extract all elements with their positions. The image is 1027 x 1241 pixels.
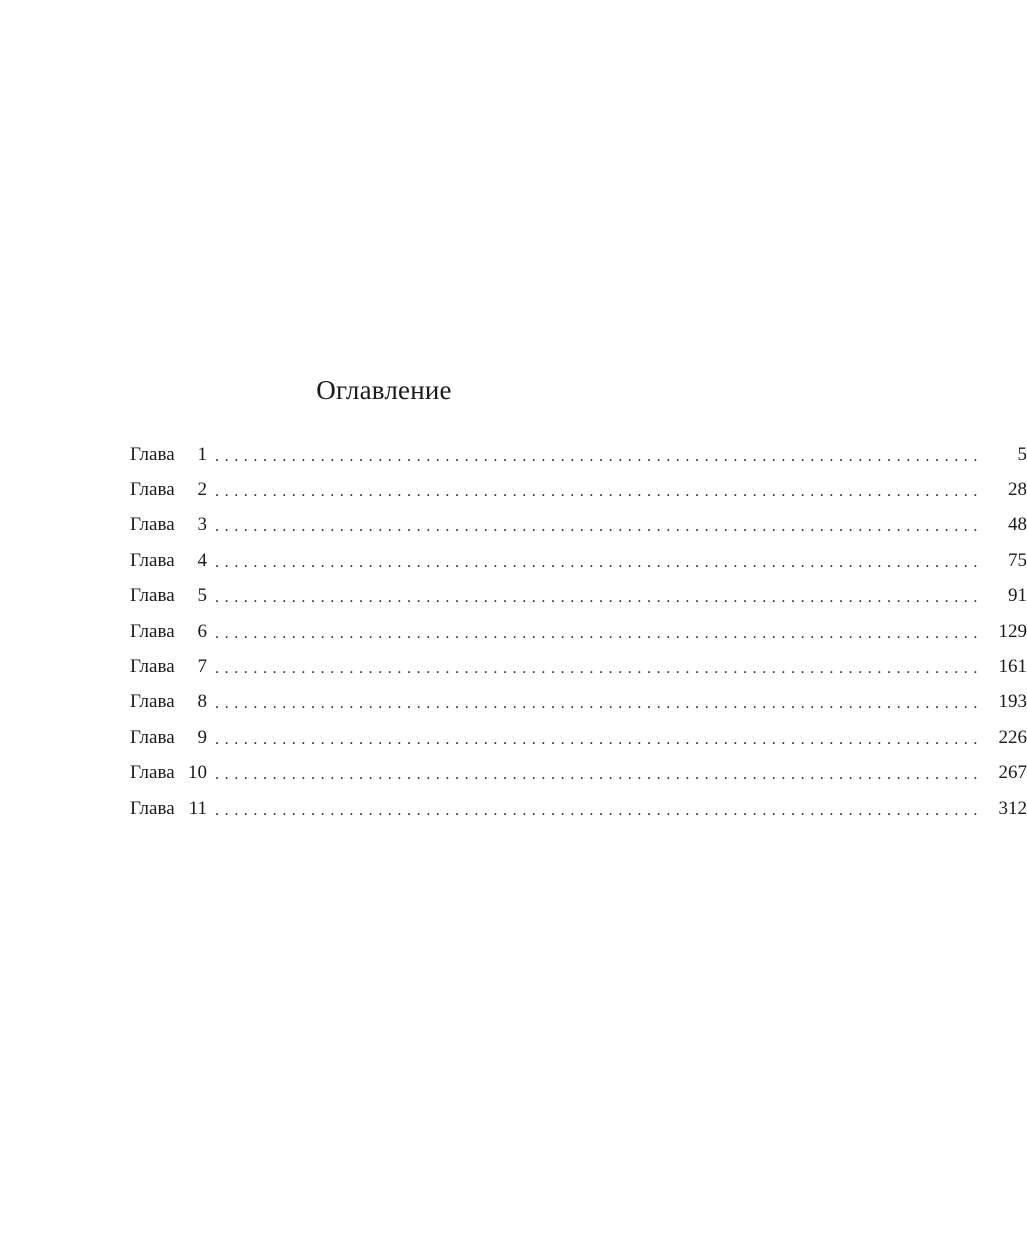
table-of-contents — [130, 437, 1027, 826]
toc-entry-8 — [130, 685, 1027, 720]
toc-entry-number: 2 — [197, 479, 207, 501]
toc-entry-number: 5 — [197, 585, 207, 607]
toc-entry-label: Глава — [130, 656, 175, 678]
toc-entry-9 — [130, 720, 1027, 755]
toc-entry-page: 312 — [998, 797, 1027, 819]
toc-dot-leader: ................................................................................ — [215, 695, 983, 713]
toc-entry-page: 193 — [998, 691, 1027, 713]
toc-entry-label: Глава — [130, 479, 175, 501]
toc-entry-3 — [130, 508, 1027, 543]
toc-entry-page: 28 — [1008, 479, 1027, 501]
toc-dot-leader: ................................................................................ — [215, 766, 983, 784]
toc-dot-leader: ................................................................................ — [215, 801, 983, 819]
toc-dot-leader: ................................................................................ — [215, 589, 983, 607]
toc-entry-4 — [130, 543, 1027, 578]
toc-entry-6 — [130, 614, 1027, 649]
toc-entry-page: 5 — [1017, 443, 1027, 465]
toc-entry-label: Глава — [130, 691, 175, 713]
toc-entry-1 — [130, 437, 1027, 472]
toc-dot-leader: ................................................................................ — [215, 483, 983, 501]
toc-entry-5 — [130, 579, 1027, 614]
toc-entry-label: Глава — [130, 549, 175, 571]
toc-entry-page: 48 — [1008, 514, 1027, 536]
toc-entry-page: 161 — [998, 656, 1027, 678]
toc-entry-label: Глава — [130, 585, 175, 607]
toc-dot-leader: ................................................................................ — [215, 730, 983, 748]
toc-entry-page: 267 — [998, 762, 1027, 784]
toc-entry-2 — [130, 472, 1027, 507]
toc-entry-10 — [130, 756, 1027, 791]
toc-entry-number: 3 — [197, 514, 207, 536]
toc-entry-page: 226 — [998, 726, 1027, 748]
toc-entry-page: 91 — [1008, 585, 1027, 607]
toc-entry-page: 75 — [1008, 549, 1027, 571]
toc-entry-label: Глава — [130, 443, 175, 465]
toc-entry-7 — [130, 649, 1027, 684]
toc-entry-label: Глава — [130, 620, 175, 642]
toc-dot-leader: ................................................................................ — [215, 518, 983, 536]
page-title: Оглавление — [316, 375, 452, 405]
toc-entry-label: Глава — [130, 726, 175, 748]
toc-entry-11 — [130, 791, 1027, 826]
toc-entry-number: 1 — [197, 443, 207, 465]
toc-entry-number: 9 — [197, 726, 207, 748]
toc-entry-number: 7 — [197, 656, 207, 678]
toc-entry-number: 11 — [188, 797, 207, 819]
toc-entry-page: 129 — [998, 620, 1027, 642]
toc-entry-label: Глава — [130, 514, 175, 536]
toc-entry-number: 10 — [188, 762, 207, 784]
toc-dot-leader: ................................................................................ — [215, 553, 983, 571]
toc-entry-label: Глава — [130, 762, 175, 784]
toc-entry-number: 4 — [197, 549, 207, 571]
toc-dot-leader: ................................................................................ — [215, 660, 983, 678]
toc-entry-number: 6 — [197, 620, 207, 642]
toc-dot-leader: ................................................................................ — [215, 624, 983, 642]
toc-entry-label: Глава — [130, 797, 175, 819]
toc-entry-number: 8 — [197, 691, 207, 713]
toc-dot-leader: ................................................................................ — [215, 447, 983, 465]
